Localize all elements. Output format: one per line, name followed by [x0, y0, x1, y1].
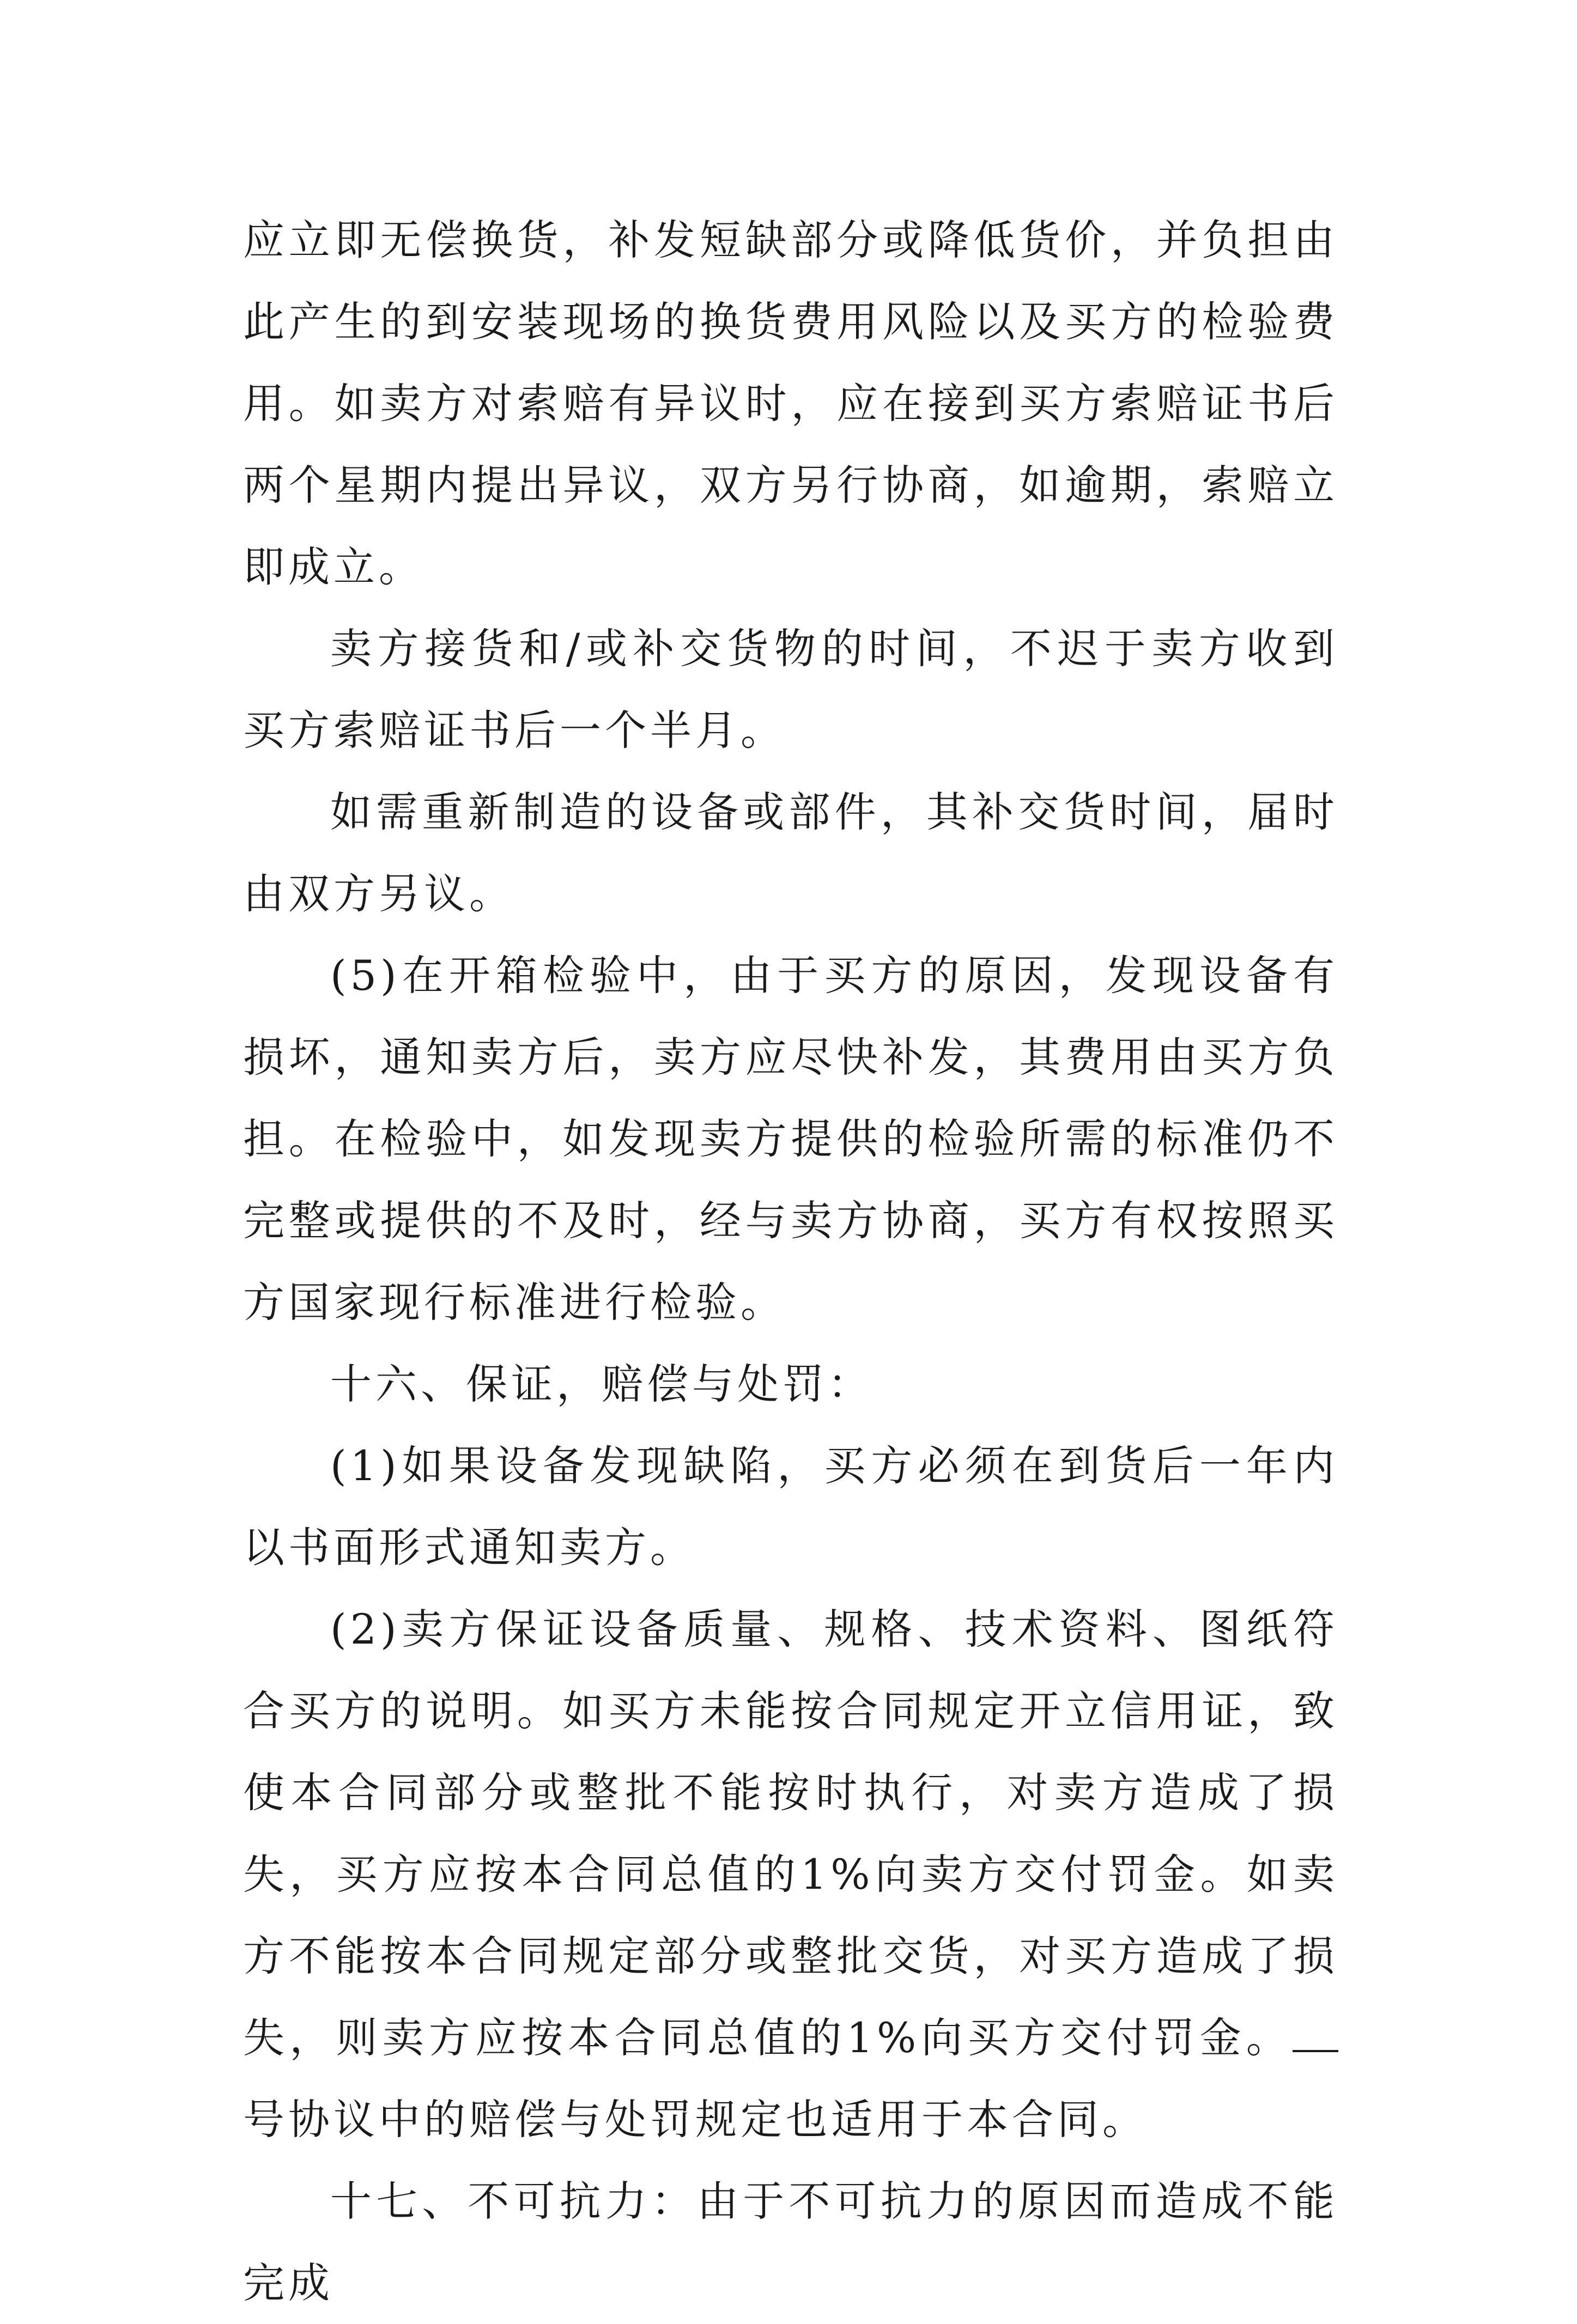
paragraph-defect-notice: (1)如果设备发现缺陷，买方必须在到货后一年内以书面形式通知卖方。: [243, 1441, 1338, 1572]
paragraph-quality-penalty: [243, 1589, 1338, 2161]
paragraph-unpacking-inspection: (5)在开箱检验中，由于买方的原因，发现设备有损坏，通知卖方后，卖方应尽快补发，其费用由买方负担。在检验中，如发现卖方提供的检验所需的标准仍不完整或提供的不及时，经与卖方协商，买方有权按照买方国家现行标准进行检验。: [243, 951, 1338, 1327]
section-heading-force-majeure: 十七、不可抗力：由于不可抗力的原因而造成不能完成: [243, 2177, 1338, 2307]
paragraph-remanufacture: 如需重新制造的设备或部件，其补交货时间，届时由双方另议。: [243, 788, 1338, 918]
section-heading-guarantee: 十六、保证，赔偿与处罚：: [330, 1360, 873, 1408]
paragraph-claim-settlement: 应立即无偿换货，补发短缺部分或降低货价，并负担由此产生的到安装现场的换货费用风险以及买方的检验费用。如卖方对索赔有异议时，应在接到买方索赔证书后两个星期内提出异议，双方另行协商，如逾期，索赔立即成立。: [243, 216, 1338, 591]
paragraph-replacement-timing: 卖方接货和/或补交货物的时间，不迟于卖方收到买方索赔证书后一个半月。: [243, 624, 1338, 755]
penalty-text-continued: 号协议中的赔偿与处罚规定也适用于本合同。: [243, 2095, 1148, 2144]
agreement-number-blank: [1293, 2019, 1338, 2052]
penalty-text: (2)卖方保证设备质量、规格、技术资料、图纸符合买方的说明。如买方未能按合同规定开立信用证，致使本合同部分或整批不能按时执行，对卖方造成了损失，买方应按本合同总值的1%向卖方交付罚金。如卖方不能按本合同规定部分或整批交货，对买方造成了损失，则卖方应按本合同总值的1%向买方交付罚金。: [243, 1605, 1338, 2062]
document-body: [243, 199, 1338, 2324]
